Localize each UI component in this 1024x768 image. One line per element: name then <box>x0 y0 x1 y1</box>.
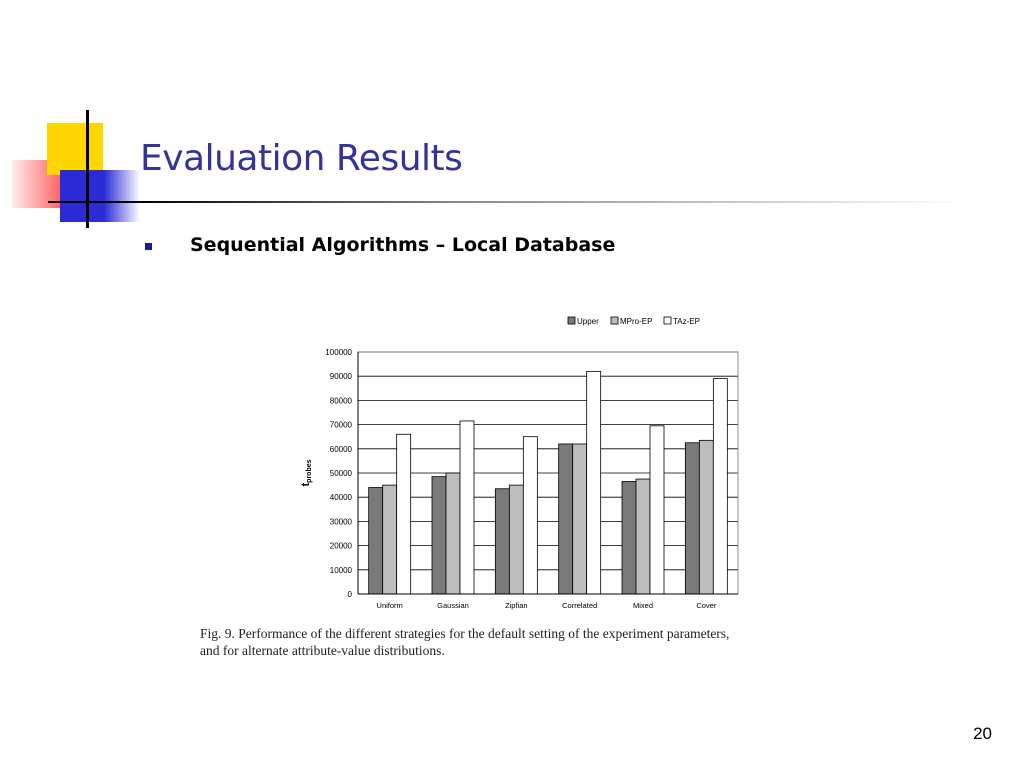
y-tick-label: 10000 <box>329 565 352 575</box>
legend-swatch <box>664 317 671 324</box>
bar-upper <box>432 477 446 594</box>
y-tick-label: 40000 <box>329 493 352 503</box>
y-tick-label: 0 <box>347 590 352 599</box>
bar-taz-ep <box>650 426 664 594</box>
bar-upper <box>369 488 383 594</box>
legend-label: Upper <box>577 317 599 326</box>
bullet-square-icon <box>145 243 152 250</box>
bar-taz-ep <box>713 379 727 594</box>
bar-mpro-ep <box>699 440 713 594</box>
x-tick-label: Uniform <box>376 601 403 610</box>
decor-blue-block <box>60 170 140 222</box>
decor-yellow-block <box>47 123 103 175</box>
y-tick-label: 90000 <box>329 372 352 382</box>
y-tick-label: 30000 <box>329 517 352 527</box>
chart-bars <box>369 371 728 594</box>
x-tick-label: Zipfian <box>505 601 528 610</box>
y-tick-label: 70000 <box>329 420 352 430</box>
slide-title: Evaluation Results <box>140 138 463 179</box>
legend-label: TAz-EP <box>673 317 700 326</box>
decor-vertical-line <box>86 110 89 228</box>
legend-swatch <box>611 317 618 324</box>
x-tick-label: Cover <box>696 601 717 610</box>
bar-mpro-ep <box>573 444 587 594</box>
bar-mpro-ep <box>446 473 460 594</box>
y-tick-label: 100000 <box>325 348 352 357</box>
bullet-text: Sequential Algorithms – Local Database <box>190 234 616 256</box>
x-tick-label: Gaussian <box>437 601 469 610</box>
y-tick-label: 60000 <box>329 444 352 454</box>
y-tick-label: 50000 <box>329 469 352 478</box>
x-tick-label: Correlated <box>562 601 598 610</box>
bar-taz-ep <box>587 371 601 594</box>
decor-horizontal-rule <box>48 201 968 203</box>
caption-line-2: and for alternate attribute-value distributions. <box>200 643 445 658</box>
bar-taz-ep <box>523 437 537 594</box>
bar-upper <box>622 481 636 594</box>
x-tick-labels <box>377 601 717 610</box>
legend-swatch <box>568 317 575 324</box>
bar-upper <box>685 443 699 594</box>
bar-taz-ep <box>460 421 474 594</box>
chart-gridlines <box>358 352 738 594</box>
chart-legend <box>568 317 700 326</box>
bar-upper <box>495 489 509 594</box>
x-tick-label: Mixed <box>632 601 654 610</box>
bar-chart <box>290 305 760 620</box>
bar-mpro-ep <box>509 485 523 594</box>
bar-mpro-ep <box>636 479 650 594</box>
bar-taz-ep <box>397 434 411 594</box>
bar-upper <box>559 444 573 594</box>
y-tick-label: 80000 <box>329 396 352 406</box>
y-tick-labels <box>325 348 352 599</box>
legend-label: MPro-EP <box>620 317 653 326</box>
y-tick-label: 20000 <box>329 541 352 551</box>
bar-mpro-ep <box>383 485 397 594</box>
page-number: 20 <box>973 724 992 743</box>
figure-caption <box>200 625 860 659</box>
caption-line-1: Fig. 9. Performance of the different strategies for the default setting of the experiment parameters, <box>200 626 730 641</box>
y-axis-label: $t_{probes}$ <box>300 459 313 487</box>
